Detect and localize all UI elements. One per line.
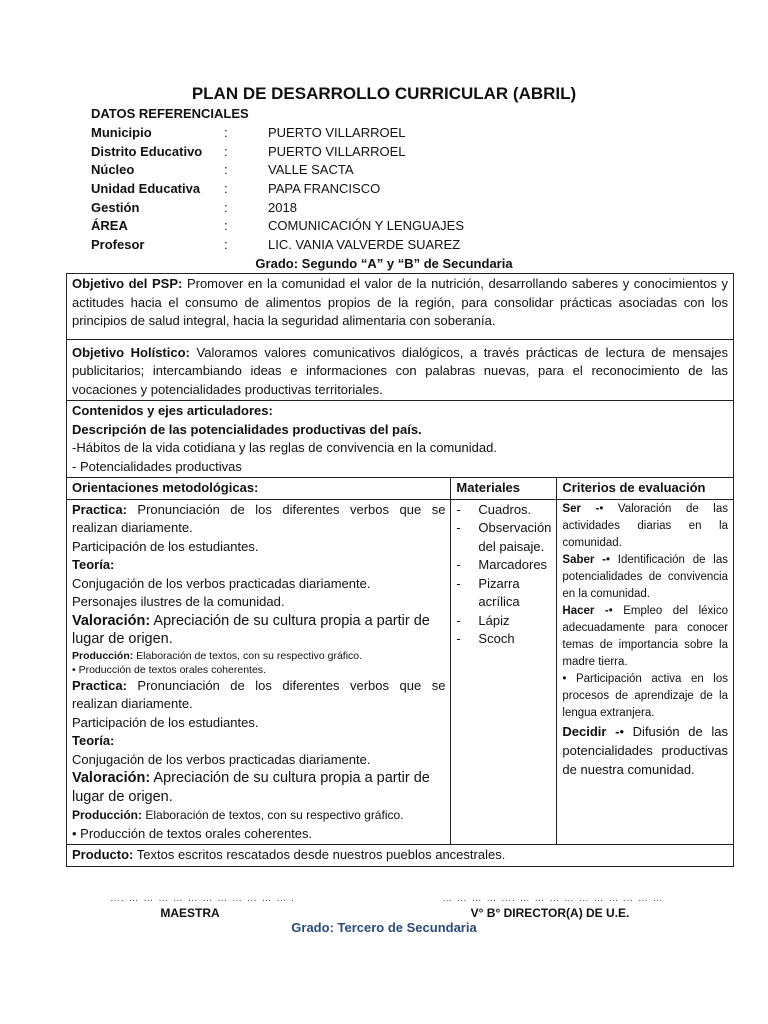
producto-text: Textos escritos rescatados desde nuestros pueblos ancestrales. [133,847,506,862]
orientaciones-cell [67,499,451,845]
material-item: - Scoch [456,630,551,649]
datos-label: Unidad Educativa [91,181,201,196]
contenidos-subheading: Descripción de las potencialidades productivas del país. [72,421,422,437]
material-item: - Lápiz [456,612,551,631]
datos-value: VALLE SACTA [268,162,354,177]
document-title: PLAN DE DESARROLLO CURRICULAR (ABRIL) [191,84,577,103]
criterio-text: • Identificación de las potencialidades de convivencia en la comunidad. [562,553,728,600]
valoracion-paragraph [72,612,445,649]
material-item: - Marcadores [456,556,551,575]
produccion-bullet: • Producción de textos orales coherentes. [72,663,266,676]
datos-colon: : [224,162,228,177]
grado-siguiente-heading: Grado: Tercero de Secundaria [291,920,477,935]
produccion-line-2 [72,806,445,825]
director-label: V° B° DIRECTOR(A) DE U.E. [470,906,630,920]
objetivo-holistico-cell [67,339,734,401]
content-row [67,499,734,845]
signature-line-director: … … … … …. … … … … … … … … … … [442,893,664,904]
producto-cell [67,845,734,867]
objetivo-psp-row [67,274,734,340]
datos-label: Distrito Educativo [91,144,203,159]
material-item: - Observación del paisaje. [456,519,551,556]
participacion-line: Participación de los estudiantes. [72,538,259,554]
datos-colon: : [224,200,228,215]
practica-label: Practica: [72,677,127,693]
personajes-line: Personajes ilustres de la comunidad. [72,594,285,609]
contenidos-heading: Contenidos y ejes articuladores: [72,403,273,418]
materiales-list [456,501,551,649]
material-item: - Cuadros. [456,501,551,520]
datos-value: COMUNICACIÓN Y LENGUAJES [268,218,465,233]
contenidos-line: -Hábitos de la vida cotidiana y las reglas de convivencia en la comunidad. [72,440,497,455]
criterio-text: • Empleo del léxico adecuadamente para conocer temas de importancia sobre la madre tierra. [562,604,728,668]
practica-text: Pronunciación de los diferentes verbos que se realizan diariamente. [72,501,446,535]
material-item: - Pizarra acrílica [456,575,551,612]
datos-label: Profesor [91,237,145,252]
datos-label: Municipio [91,125,152,140]
criterio-label: Hacer - [562,604,609,617]
objetivo-psp-cell [67,274,734,340]
criterio-decidir [562,722,728,779]
criterio-label: Saber - [562,553,606,566]
produccion-text: Elaboración de textos, con su respectivo gráfico. [142,808,404,822]
column-header-row [67,478,734,500]
objetivo-holistico-row [67,339,734,401]
criterio-text: • Valoración de las actividades diarias en la comunidad. [562,502,728,549]
signature-line-maestra: …. … … … … … … … … … … … . [110,893,295,904]
contenidos-cell [67,401,734,478]
datos-label: Gestión [91,200,140,215]
datos-colon: : [224,218,228,233]
datos-heading: DATOS REFERENCIALES [91,106,249,121]
plan-table [66,273,734,867]
maestra-label: MAESTRA [160,906,220,920]
criterio-label: Ser - [562,502,600,515]
participacion-line: Participación de los estudiantes. [72,714,259,730]
datos-value: PUERTO VILLARROEL [268,125,406,140]
criterio-text: • Difusión de las potencialidades productivas de nuestra comunidad. [562,723,729,777]
contenidos-row [67,401,734,478]
header-materiales: Materiales [451,478,557,500]
criterio-label: Decidir - [562,723,620,739]
criterio-hacer-bullet: • Participación activa en los procesos de aprendizaje de la lengua extranjera. [562,672,728,719]
contenidos-line: - Potencialidades productivas [72,458,242,474]
produccion-line [72,649,445,663]
datos-label: Núcleo [91,162,135,177]
produccion-label: Producción: [72,808,143,822]
valoracion-text: Apreciación de su cultura propia a partir de lugar de origen. [72,612,430,647]
criterio-saber [562,552,728,603]
practica-label: Practica: [72,501,127,517]
header-orientaciones: Orientaciones metodológicas: [67,478,451,500]
datos-colon: : [224,181,228,196]
objetivo-holistico-text: Valoramos valores comunicativos dialógicos, a través prácticas de lectura de mensajes publicitarios; intercambiando ideas e informaciones con palabras nuevas, para el reconocimiento de las vocaciones y potencialidades productivas territoriales. [72,344,728,397]
objetivo-psp-label: Objetivo del PSP: [72,276,183,291]
materiales-cell [451,499,557,845]
valoracion-label: Valoración: [72,770,151,786]
datos-value: LIC. VANIA VALVERDE SUAREZ [268,237,461,252]
practica-text: Pronunciación de los diferentes verbos que se realizan diariamente. [72,677,446,711]
producto-label: Producto: [72,847,134,862]
datos-value: PUERTO VILLARROEL [268,144,406,159]
datos-value: 2018 [268,200,297,215]
produccion-text: Elaboración de textos, con su respectivo gráfico. [133,649,363,662]
datos-colon: : [224,144,228,159]
valoracion-text: Apreciación de su cultura propia a partir de lugar de origen. [72,770,430,805]
produccion-bullet-2: • Producción de textos orales coherentes. [72,825,313,841]
criterios-cell [557,499,734,845]
produccion-label: Producción: [72,649,134,662]
practica-paragraph [72,501,445,538]
header-criterios: Criterios de evaluación [557,478,734,500]
datos-colon: : [224,237,228,252]
teoria-label: Teoría: [72,733,115,748]
producto-row [67,845,734,867]
valoracion-label: Valoración: [72,612,151,629]
conjugacion-line: Conjugación de los verbos practicadas diariamente. [72,575,371,591]
datos-colon: : [224,125,228,140]
criterio-ser [562,501,728,552]
datos-label: ÁREA [91,218,128,233]
datos-value: PAPA FRANCISCO [268,181,381,196]
objetivo-holistico-label: Objetivo Holístico: [72,344,190,360]
conjugacion-line: Conjugación de los verbos practicadas diariamente. [72,751,371,767]
grado-heading: Grado: Segundo “A” y “B” de Secundaria [255,256,513,271]
criterio-hacer [562,603,728,671]
practica-paragraph-2 [72,677,445,714]
objetivo-psp-text: Promover en la comunidad el valor de la nutrición, desarrollando saberes y conocimientos y actitudes hacia el consumo de alimentos propios de la región, para consolidar prácticas asociadas con los principios de salud integral, hacia la seguridad alimentaria con soberanía. [72,276,728,328]
teoria-label: Teoría: [72,557,115,572]
valoracion-paragraph-2 [72,769,445,806]
